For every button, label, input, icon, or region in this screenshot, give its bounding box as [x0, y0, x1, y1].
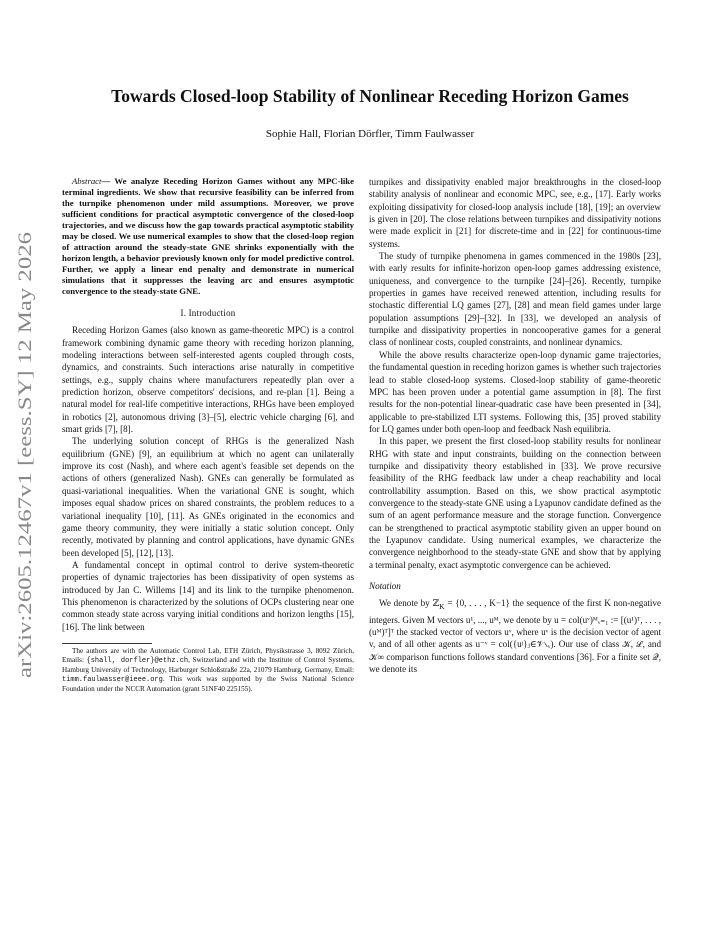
paragraph: The underlying solution concept of RHGs is the generalized Nash equilibrium (GNE) [9], an equilibrium at which no agent can unilaterally improve its cost (Nash), and where each agent's feasible set depends on the actions of others (generalized Nash). GNEs can generally be formulated as quasi-variational inequalities. When the variational GNE is sought, which imposes equal shadow prices on shared constraints, the problem reduces to a variational inequality [10], [11]. As GNEs originated in the economics and game theory community, they were initially a static solution concept. Only recently, motivated by planning and control applications, have dynamic GNEs been developed [5], [12], [13]. [62, 436, 354, 558]
footnote: The authors are with the Automatic Control Lab, ETH Zürich, Physikstrasse 3, 8092 Zürich, Emails: {shall, dorfler}@ethz.ch, Switzerland and with the Institute of Control Systems, Hamburg University of Technology, Harburger Schloßstraße 22a, 21079 Hamburg, Germany, Email: timm.faulwasser@ieee.org. This work was supported by the Swiss National Science Foundation under the NCCR Automation (grant 51NF40 225155). [62, 646, 354, 693]
author-list: Sophie Hall, Florian Dörfler, Timm Faulwasser [265, 128, 475, 140]
email: {shall, dorfler}@ethz.ch [86, 656, 189, 665]
abstract [62, 176, 354, 297]
right-column [369, 176, 661, 675]
paragraph: The study of turnpike phenomena in games commenced in the 1980s [23], with early results for infinite-horizon open-loop games addressing existence, uniqueness, and convergence to the turnpike [24]–[26]. Recently, turnpike properties in games have received renewed attention, including results for stochastic differential LQ games [27], [28] and mean field games under large population assumptions [29]–[32]. In [33], we developed an analysis of turnpike and dissipativity properties in noncooperative games for a general class of nonlinear costs, coupled constraints, and nonlinear dynamics. [369, 251, 661, 348]
arxiv-id-text: arXiv:2605.12467v1 [eess.SY] 12 May 2026 [15, 336, 36, 678]
paragraph: Receding Horizon Games (also known as game-theoretic MPC) is a control framework combining dynamic game theory with receding horizon planning, modeling interactions between self-interested agents coupled through costs, dynamics, and constraints. Such interactions arise naturally in competitive settings, e.g., supply chains where manufacturers repeatedly plan over a prediction horizon, observe competitors' decisions, and re-plan [1]. Being a natural model for real-life competitive interactions, RHGs have been employed in robotics [2], autonomous driving [3]–[5], electric vehicle charging [6], and smart grids [7], [8]. [62, 325, 354, 435]
subsection-heading-notation: Notation [369, 581, 401, 591]
paragraph: In this paper, we present the first closed-loop stability results for nonlinear RHG with state and input constraints, building on the connection between turnpike and dissipativity theory established in [33]. We prove recursive feasibility of the RHG feedback law under a cheap reachability and local controllability assumption. Based on this, we show practical asymptotic convergence to the steady-state GNE using a Lyapunov candidate defined as the sum of an agent performance measure and the storage function. Convergence can be strengthened to practical asymptotic stability given an upper bound on the Lyapunov candidate. Using numerical examples, we characterize the convergence neighborhood to the steady-state GNE and show that by applying a terminal penalty, exact asymptotic convergence can be achieved. [369, 436, 661, 570]
abstract-text: — We analyze Receding Horizon Games without any MPC-like terminal ingredients. We show that recursive feasibility can be inferred from the turnpike phenomenon under mild assumptions. Moreover, we prove sufficient conditions for practical asymptotic convergence of the closed-loop trajectories, and we discuss how the gap towards practical asymptotic stability may be closed. We use numerical examples to show that the closed-loop region of attraction around the steady-state GNE shrinks exponentially with the horizon length, a behavior previously known only for model predictive control. Further, we apply a linear end penalty and demonstrate in numerical simulations that it suppresses the leaving arc and ensures asymptotic convergence to the steady-state GNE. [62, 176, 354, 296]
paragraph: While the above results characterize open-loop dynamic game trajectories, the fundamental question in receding horizon games is whether such trajectories lead to stable closed-loop systems. Closed-loop stability of game-theoretic MPC has been proven under a potential game assumption in [8]. The first results for the non-potential linear-quadratic case have been presented in [34], applicable to pre-stabilized LTI systems. Following this, [35] proved stability for LQ games under both open-loop and feedback Nash equilibria. [369, 349, 661, 434]
paragraph: turnpikes and dissipativity enabled major breakthroughs in the closed-loop stability analysis of nonlinear and economic MPC, see, e.g., [17]. Early works exploiting dissipativity for closed-loop analysis include [18], [19]; an overview is given in [20]. The close relations between turnpikes and dissipativity notions were made explicit in [21] for discrete-time and in [22] for continuous-time systems. [369, 177, 661, 249]
left-column [62, 176, 354, 694]
abstract-label: Abstract [72, 176, 102, 186]
section-heading-introduction: I. Introduction [180, 308, 236, 318]
paragraph: A fundamental concept in optimal control to derive system-theoretic properties of dynamic trajectories has been dissipativity of open systems as introduced by Jan C. Willems [14] and its link to the turnpike phenomenon. This phenomenon is characterized by the solutions of OCPs clustering near one common steady state across varying initial conditions and horizon lengths [15], [16]. The link between [62, 559, 354, 632]
footnote-rule [62, 643, 152, 644]
email: timm.faulwasser@ieee.org [62, 675, 163, 684]
arxiv-identifier [4, 230, 44, 680]
notation-paragraph: We denote by ℤ$_K$ = {0, . . . , K−1} the sequence of the first K non-negative integers. Given M vectors u¹, ..., uᴹ, we denote by u = col(uᵛ)ᴹᵥ₌₁ := [(u¹)ᵀ, . . . , (uᴹ)ᵀ]ᵀ the stacked vector of vectors uᵛ, where uᵛ is the decision vector of agent v, and of all other agents as u⁻ᵛ = col({uʲ}ⱼ∈𝒱∖ᵥ). Our use of class 𝒦, ℒ, and 𝒦∞ comparison functions follows standard conventions [36]. For a finite set 𝒬, we denote its [369, 598, 661, 674]
paper-title: Towards Closed-loop Stability of Nonlinear Receding Horizon Games [111, 86, 629, 106]
